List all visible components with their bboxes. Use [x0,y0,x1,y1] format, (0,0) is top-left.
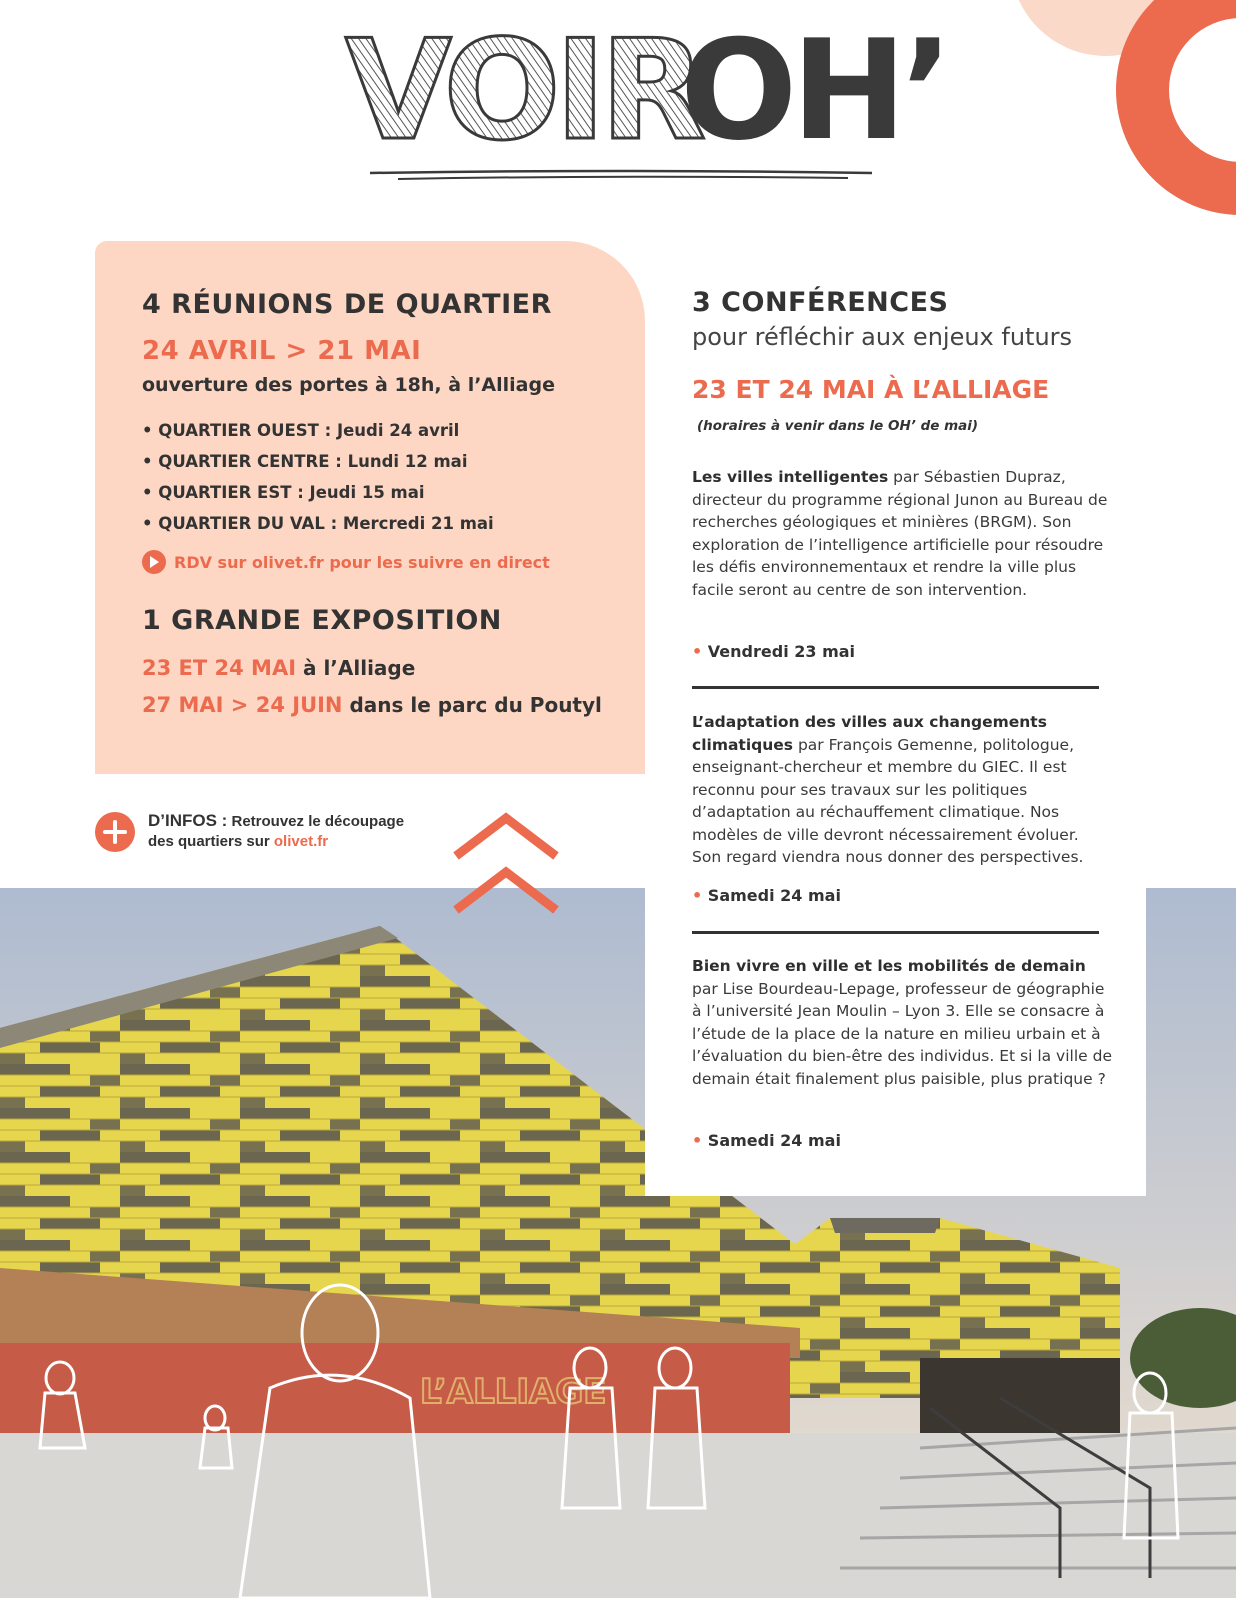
reunions-title: 4 RÉUNIONS DE QUARTIER [142,289,552,320]
rdv-text: RDV sur olivet.fr pour les suivre en direct [174,552,550,572]
exposition-date-1: 23 ET 24 MAI [142,656,297,680]
infos-link[interactable]: olivet.fr [273,833,329,850]
infos-box [148,811,404,852]
logo-voir-text: VOIR [345,10,701,171]
decorative-ring [976,0,1236,215]
conference-1-title: Les villes intelligentes [692,468,889,486]
conference-1 [692,466,1112,601]
separator [692,686,1099,689]
exposition-date-2: 27 MAI > 24 JUIN [142,693,343,717]
conference-1-day: • Vendredi 23 mai [692,642,856,661]
conference-3-day-text: Samedi 24 mai [707,1131,841,1150]
quartier-du-val: • QUARTIER DU VAL : Mercredi 21 mai [142,514,494,533]
exposition-place-1: à l’Alliage [296,656,416,680]
infos-text-2: des quartiers sur [148,833,274,850]
infos-lead: D’INFOS : [148,811,228,830]
infos-text-1: Retrouvez le découpage [227,813,405,830]
voir-oh-logo [345,10,948,171]
quartier-ouest: • QUARTIER OUEST : Jeudi 24 avril [142,421,460,440]
reunions-dates: 24 AVRIL > 21 MAI [142,336,422,366]
chevron-up-icon [452,812,560,920]
plus-icon [95,812,135,852]
play-icon [142,550,166,574]
conference-2-body: par François Gemenne, politologue, enseignant-chercheur et membre du GIEC. Il est reconnu pour ses travaux sur les politiques d’adaptation au réchauffement climatique. Nos modèles de ville devront nécessairement évoluer. Son regard viendra nous donner des perspectives. [692,735,1084,866]
conferences-subtitle: pour réfléchir aux enjeux futurs [692,323,1073,351]
conference-3-day: • Samedi 24 mai [692,1131,841,1150]
conferences-date: 23 ET 24 MAI À L’ALLIAGE [692,375,1050,404]
rdv-link[interactable] [142,550,550,574]
exposition-line-1 [142,656,415,680]
conference-2-day: • Samedi 24 mai [692,886,841,905]
quartier-est: • QUARTIER EST : Jeudi 15 mai [142,483,425,502]
quartier-centre: • QUARTIER CENTRE : Lundi 12 mai [142,452,468,471]
exposition-title: 1 GRANDE EXPOSITION [142,605,502,636]
exposition-line-2 [142,693,602,717]
separator [692,931,1099,934]
conferences-note: (horaires à venir dans le OH’ de mai) [697,418,979,434]
conference-3 [692,955,1112,1090]
exposition-place-2: dans le parc du Poutyl [342,693,602,717]
conference-3-body: par Lise Bourdeau-Lepage, professeur de géographie à l’université Jean Moulin – Lyon 3. Elle se consacre à l’étude de la place de la nature en milieu urbain et à l’évaluation du bien-être des individus. Et si la ville de demain était finalement plus paisible, plus pratique ? [692,979,1112,1088]
alliage-sign: L’ALLIAGE [420,1372,607,1412]
conferences-title: 3 CONFÉRENCES [692,287,949,318]
quartiers-list [142,415,494,539]
conference-2-title: L’adaptation des villes aux changements climatiques [692,713,1047,754]
conference-1-day-text: Vendredi 23 mai [707,642,856,661]
conference-2-day-text: Samedi 24 mai [707,886,841,905]
conference-2 [692,711,1112,869]
reunions-subtitle: ouverture des portes à 18h, à l’Alliage [142,374,555,396]
conference-3-title: Bien vivre en ville et les mobilités de demain [692,957,1086,975]
logo-underline [368,168,874,182]
conference-1-body: par Sébastien Dupraz, directeur du programme régional Junon au Bureau de recherches géologiques et minières (BRGM). Son exploration de l’intelligence artificielle pour résoudre les défis environnementaux et rendre la ville plus facile seront au centre de son intervention. [692,468,1108,599]
logo-oh-text: OH’ [680,10,948,171]
